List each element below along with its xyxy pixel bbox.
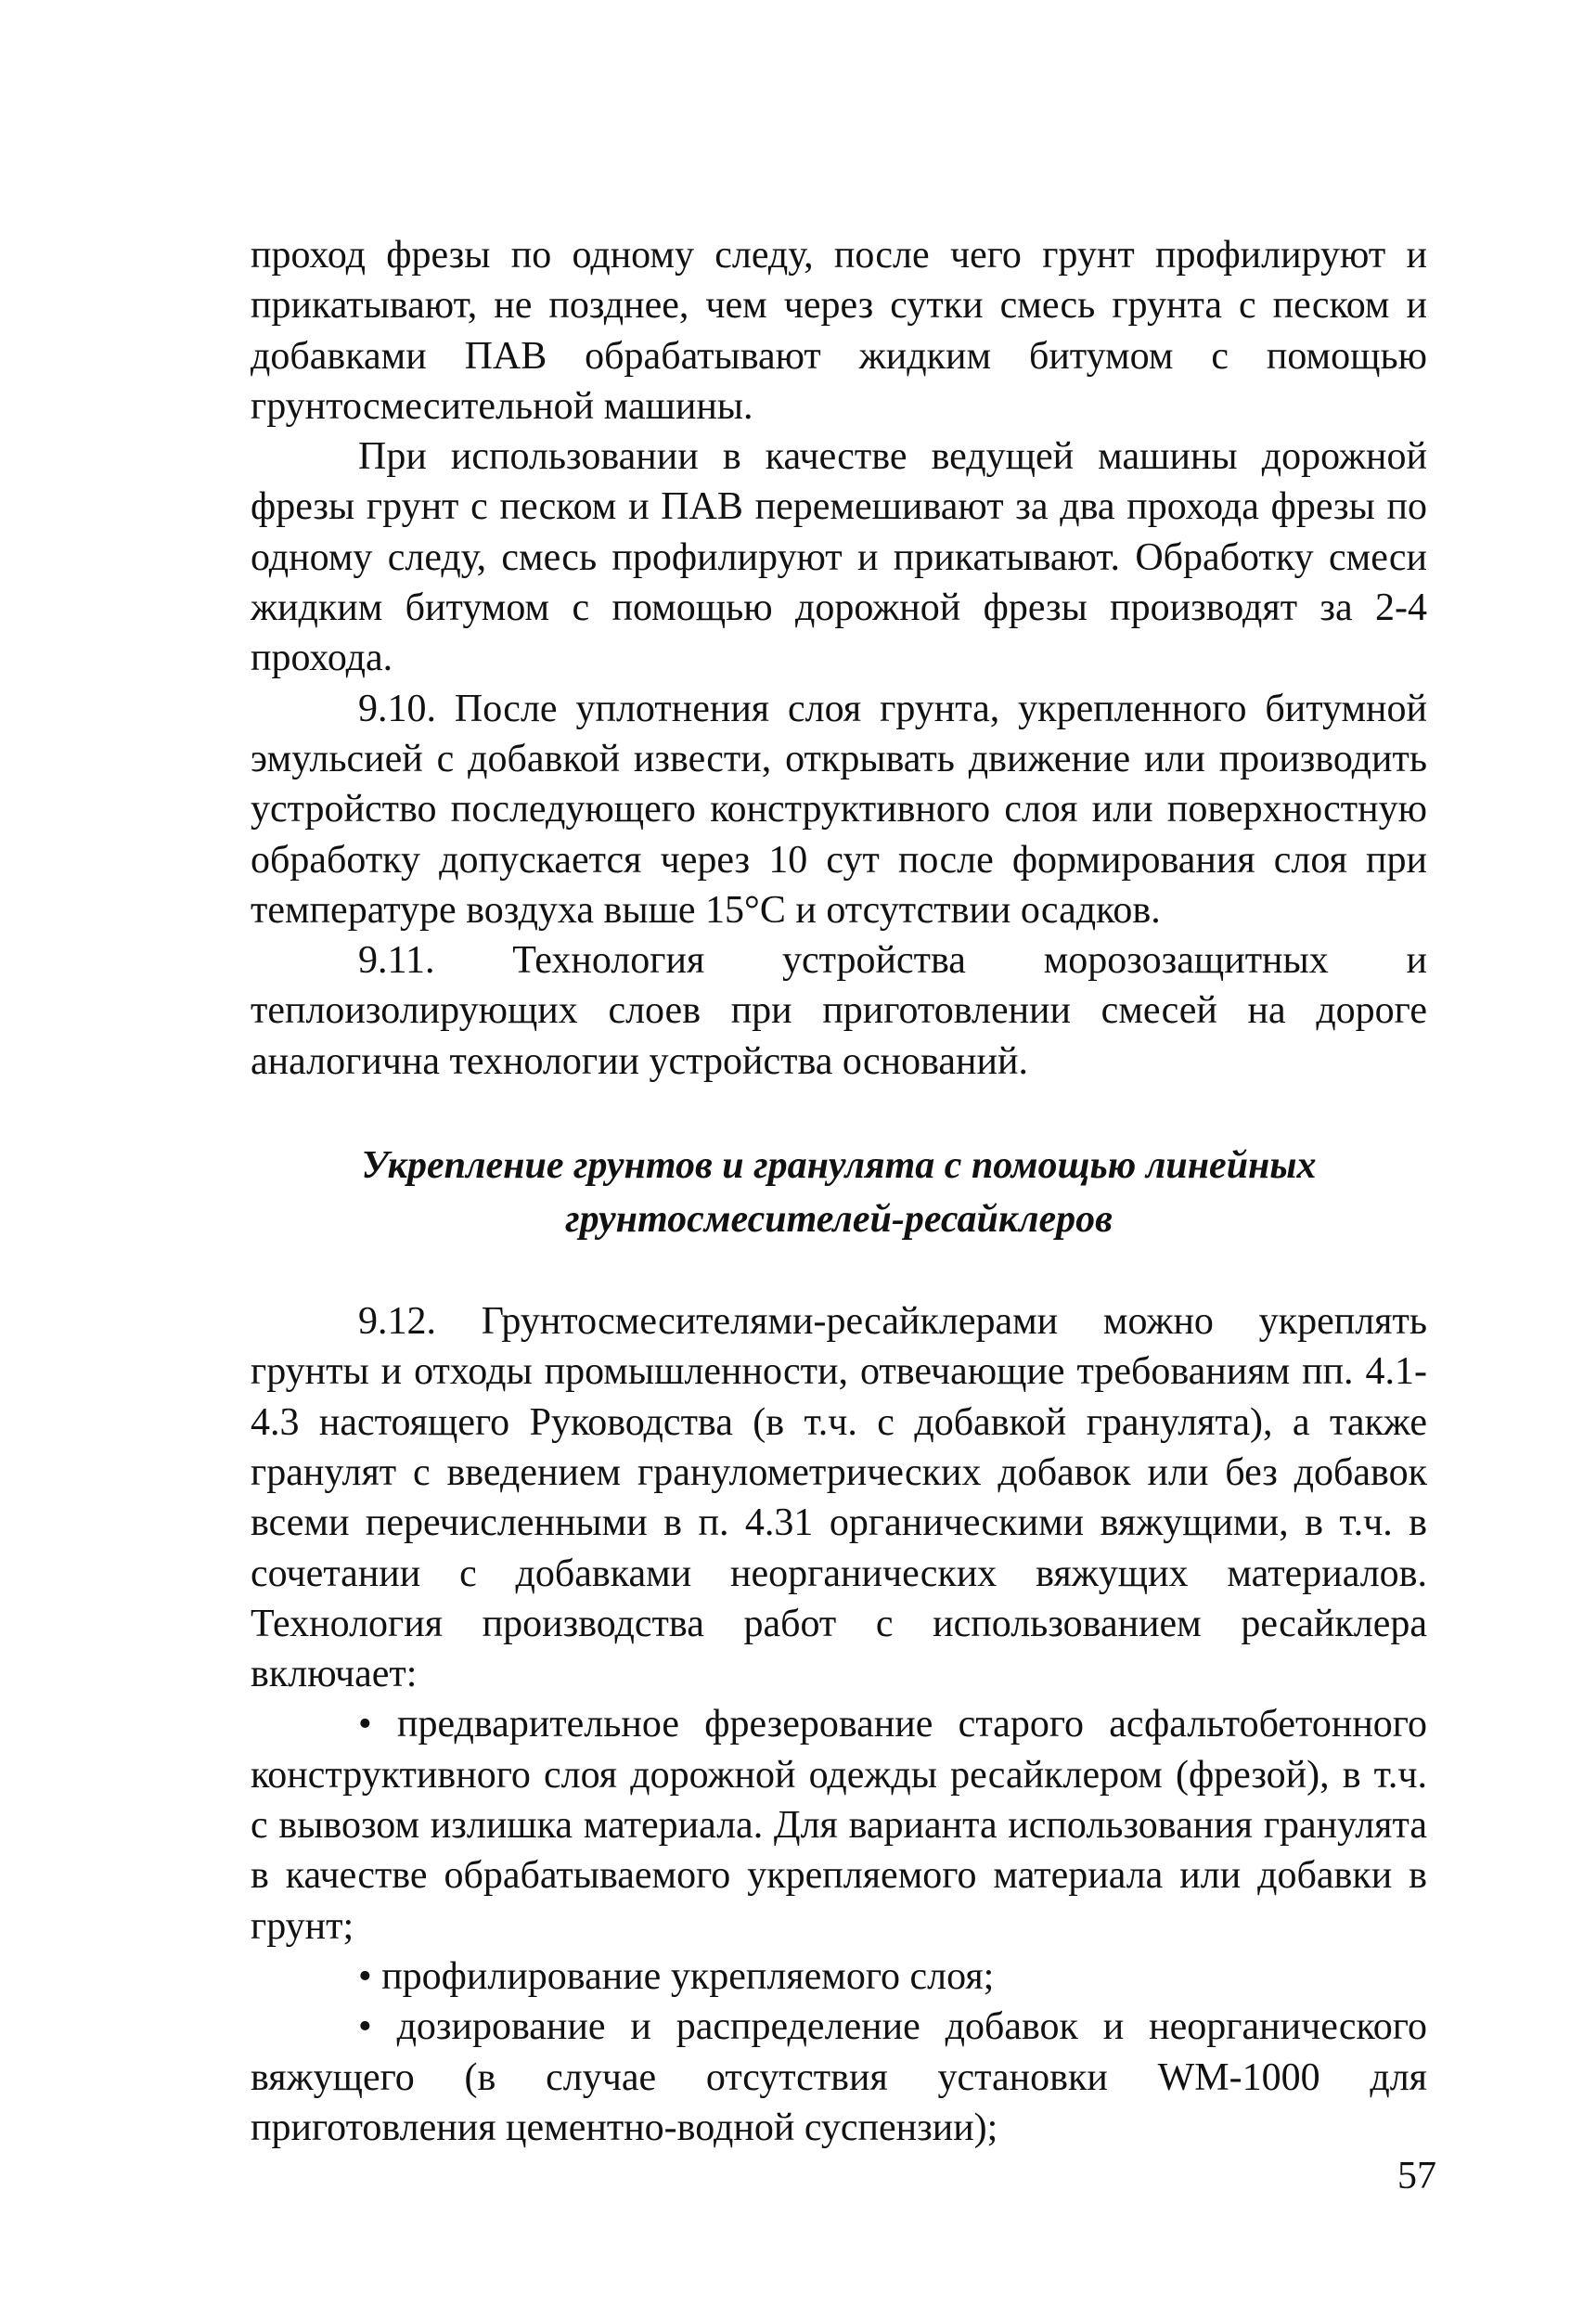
section-heading bbox=[251, 1139, 1427, 1246]
section-heading-line-2: грунтосмесителей-ресайклеров bbox=[565, 1198, 1113, 1242]
paragraph-continuation: проход фрезы по одному следу, после чего грунт профилируют и прикатывают, не позднее, чем через сутки смесь грунта с песком и добавками ПАВ обрабатывают жидким битумом с помощью грунтосмесительной машины. bbox=[251, 234, 1427, 428]
page-number: 57 bbox=[1397, 2155, 1436, 2197]
paragraph-9-12: 9.12. Грунтосмесителями-ресайклерами можно укреплять грунты и отходы промышленности, отвечающие требованиям пп. 4.1-4.3 настоящего Руководства (в т.ч. с добавкой гранулята), а также гранулят с введением гранулометрических добавок или без добавок всеми перечисленными в п. 4.31 органическими вяжущими, в т.ч. в сочетании с добавками неорганических вяжущих материалов. Технология производства работ с использованием ресайклера включает: bbox=[251, 1300, 1427, 1696]
list-item-milling: • предварительное фрезерование старого асфальтобетонного конструктивного слоя дорожной одежды ресайклером (фрезой), в т.ч. с вывозом излишка материала. Для варианта использования гранулята в качестве обрабатываемого укрепляемого материала или добавки в грунт; bbox=[251, 1703, 1427, 1948]
body-text bbox=[251, 230, 1427, 2153]
list-item-profiling: • профилирование укрепляемого слоя; bbox=[358, 1954, 995, 1998]
paragraph-road-mill: При использовании в качестве ведущей машины дорожной фрезы грунт с песком и ПАВ перемешивают за два прохода фрезы по одному следу, смесь профилируют и прикатывают. Обработку смеси жидким битумом с помощью дорожной фрезы производят за 2-4 прохода. bbox=[251, 435, 1427, 680]
list-item-dosing: • дозирование и распределение добавок и неорганического вяжущего (в случае отсутствия установки WM-1000 для приготовления цементно-водной суспензии); bbox=[251, 2005, 1427, 2149]
paragraph-9-10: 9.10. После уплотнения слоя грунта, укрепленного битумной эмульсией с добавкой извести, открывать движение или производить устройство последующего конструктивного слоя или поверхностную обработку допускается через 10 сут после формирования слоя при температуре воздуха выше 15°С и отсутствии осадков. bbox=[251, 687, 1427, 932]
paragraph-9-11: 9.11. Технология устройства морозозащитных и теплоизолирующих слоев при приготовлении смесей на дороге аналогична технологии устройства оснований. bbox=[251, 939, 1427, 1083]
section-heading-line-1: Укрепление грунтов и гранулята с помощью линейных bbox=[361, 1144, 1317, 1188]
